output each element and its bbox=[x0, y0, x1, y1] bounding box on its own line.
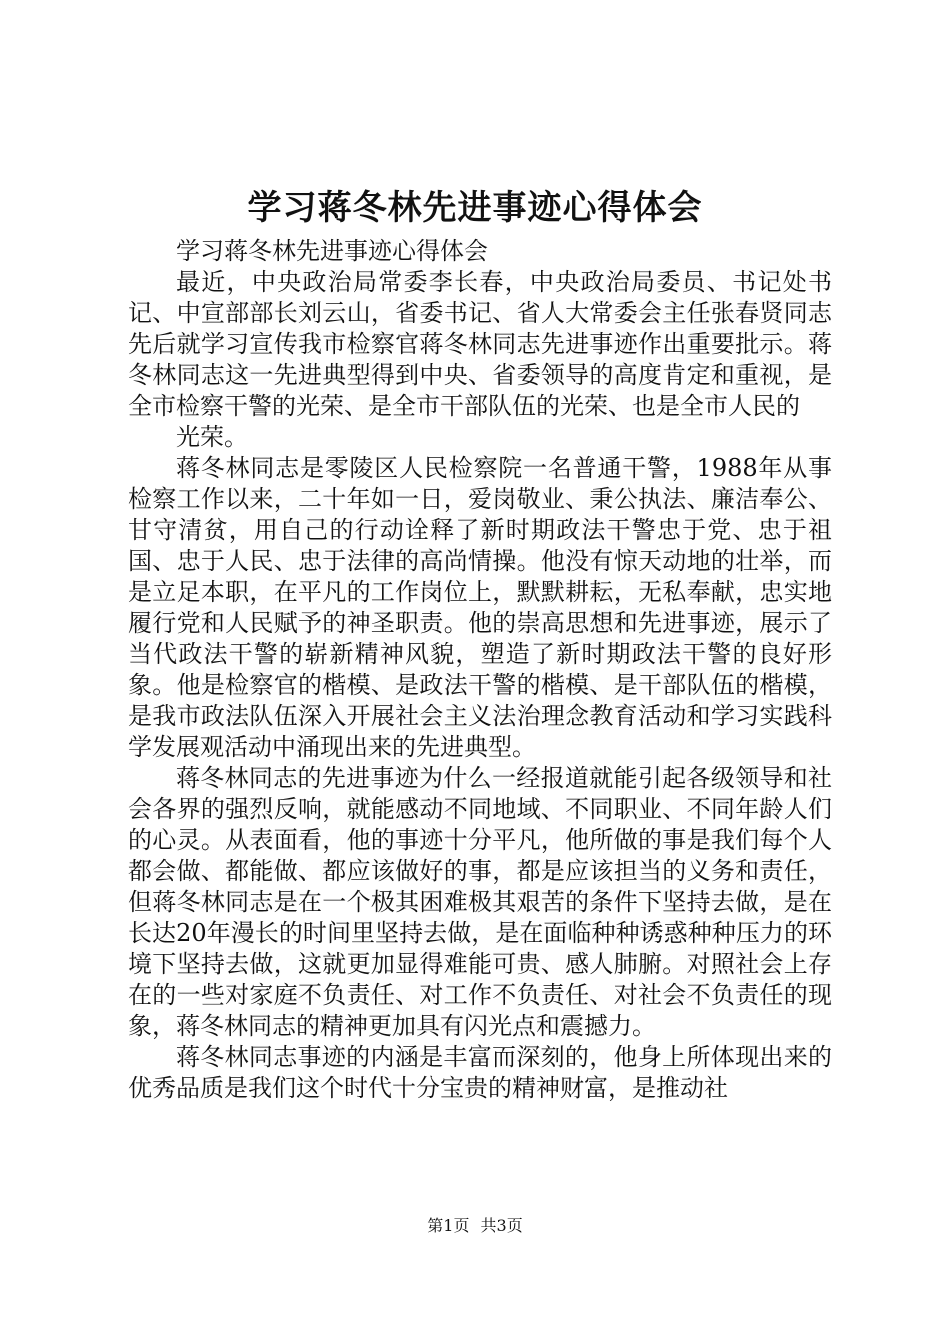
document-title: 学习蒋冬林先进事迹心得体会 bbox=[247, 188, 703, 228]
document-body bbox=[128, 236, 832, 1104]
paragraph: 最近，中央政治局常委李长春，中央政治局委员、书记处书记、中宣部部长刘云山，省委书记、省人大常委会主任张春贤同志先后就学习宣传我市检察官蒋冬林同志先进事迹作出重要批示。蒋冬林同志这一先进典型得到中央、省委领导的高度肯定和重视，是全市检察干警的光荣、是全市干部队伍的光荣、也是全市人民的 bbox=[128, 268, 832, 420]
page-number-total: 共3页 bbox=[480, 1216, 523, 1235]
paragraph-subtitle: 学习蒋冬林先进事迹心得体会 bbox=[176, 237, 488, 265]
page-number-current: 第1页 bbox=[427, 1216, 470, 1235]
paragraph: 蒋冬林同志事迹的内涵是丰富而深刻的，他身上所体现出来的优秀品质是我们这个时代十分宝贵的精神财富，是推动社 bbox=[128, 1043, 832, 1102]
paragraph: 蒋冬林同志的先进事迹为什么一经报道就能引起各级领导和社会各界的强烈反响，就能感动不同地域、不同职业、不同年龄人们的心灵。从表面看，他的事迹十分平凡，他所做的事是我们每个人都会做、都能做、都应该做好的事，都是应该担当的义务和责任，但蒋冬林同志是在一个极其困难极其艰苦的条件下坚持去做，是在长达20年漫长的时间里坚持去做，是在面临种种诱惑种种压力的环境下坚持去做，这就更加显得难能可贵、感人肺腑。对照社会上存在的一些对家庭不负责任、对工作不负责任、对社会不负责任的现象，蒋冬林同志的精神更加具有闪光点和震撼力。 bbox=[128, 764, 832, 1040]
page-footer bbox=[0, 1214, 950, 1238]
paragraph: 光荣。 bbox=[176, 423, 248, 451]
paragraph: 蒋冬林同志是零陵区人民检察院一名普通干警，1988年从事检察工作以来，二十年如一日，爱岗敬业、秉公执法、廉洁奉公、甘守清贫，用自己的行动诠释了新时期政法干警忠于党、忠于祖国、忠于人民、忠于法律的高尚情操。他没有惊天动地的壮举，而是立足本职，在平凡的工作岗位上，默默耕耘，无私奉献，忠实地履行党和人民赋予的神圣职责。他的崇高思想和先进事迹，展示了当代政法干警的崭新精神风貌，塑造了新时期政法干警的良好形象。他是检察官的楷模、是政法干警的楷模、是干部队伍的楷模，是我市政法队伍深入开展社会主义法治理念教育活动和学习实践科学发展观活动中涌现出来的先进典型。 bbox=[128, 454, 832, 761]
